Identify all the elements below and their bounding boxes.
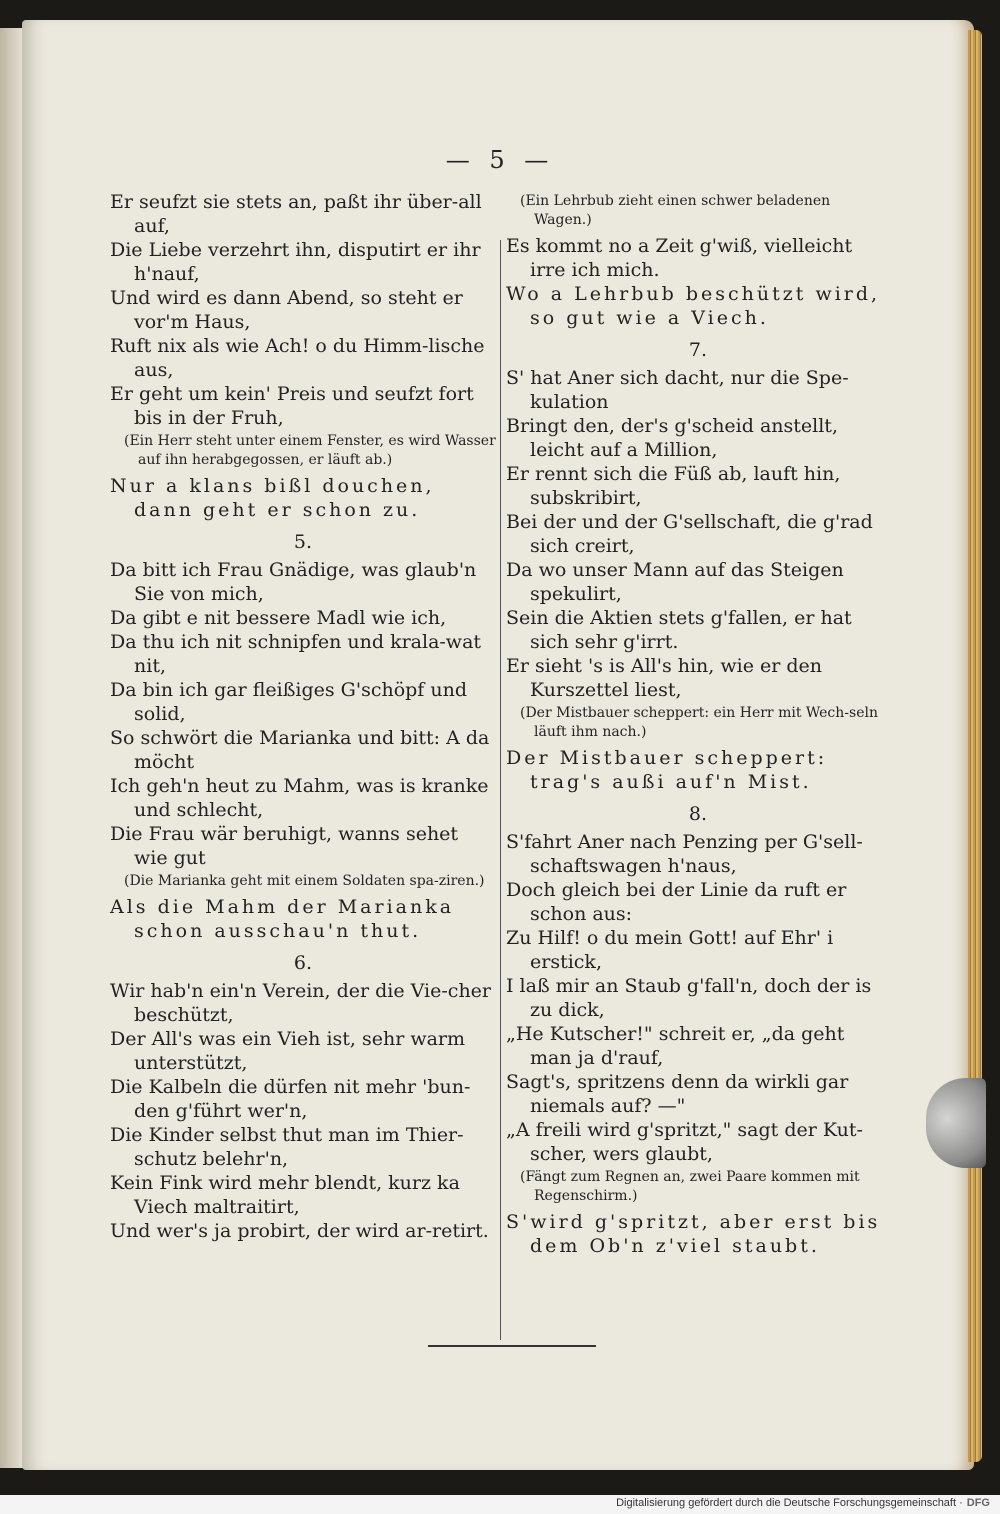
verse-line: Kein Fink wird mehr blendt, kurz ka Viech maltraitirt, (110, 1172, 460, 1218)
facing-page-edge (0, 28, 24, 1468)
left-column (110, 190, 496, 1243)
page-stack-edge (968, 30, 982, 1462)
column-rule (500, 240, 501, 1340)
verse-line: Bringt den, der's g'scheid anstellt, leicht auf a Million, (506, 415, 838, 461)
verse-line: „He Kutscher!" schreit er, „da geht man ja d'rauf, (506, 1023, 845, 1069)
verse-line: Und wer's ja probirt, der wird ar-retirt. (110, 1220, 489, 1242)
stage-direction: (Der Mistbauer scheppert: ein Herr mit Wech-seln läuft ihm nach.) (520, 705, 878, 740)
stage-direction: (Fängt zum Regnen an, zwei Paare kommen mit Regenschirm.) (520, 1169, 860, 1204)
page-number: — 5 — (445, 146, 555, 174)
stanza-number: 5. (293, 531, 313, 553)
footer (616, 1497, 990, 1509)
right-column (506, 190, 890, 1264)
verse-line: Er sieht 's is All's hin, wie er den Kurszettel liest, (506, 655, 823, 701)
verse-line: Sein die Aktien stets g'fallen, er hat sich sehr g'irrt. (506, 607, 852, 653)
verse-line: „A freili wird g'spritzt," sagt der Kut-scher, wers glaubt, (506, 1119, 863, 1165)
stage-direction: (Ein Herr steht unter einem Fenster, es wird Wasser auf ihn herabgegossen, er läuft ab.) (124, 433, 496, 468)
refrain-line: S'wird g'spritzt, aber erst bis dem Ob'n z'viel staubt. (506, 1211, 881, 1257)
verse-line: Ruft nix als wie Ach! o du Himm-lische aus, (110, 335, 485, 381)
verse-line: S'fahrt Aner nach Penzing per G'sell-schaftswagen h'naus, (506, 831, 863, 877)
verse-line: Zu Hilf! o du mein Gott! auf Ehr' i erstick, (506, 927, 834, 973)
footer-text: Digitalisierung gefördert durch die Deutsche Forschungsgemeinschaft · (616, 1497, 963, 1509)
verse-line: I laß mir an Staub g'fall'n, doch der is zu dick, (506, 975, 872, 1021)
verse-line: Er geht um kein' Preis und seufzt fort bis in der Fruh, (110, 383, 474, 429)
refrain-line: Der Mistbauer scheppert: trag's außi auf'n Mist. (506, 747, 828, 793)
verse-line: Doch gleich bei der Linie da ruft er schon aus: (506, 879, 847, 925)
verse-line: Er seufzt sie stets an, paßt ihr über-all auf, (110, 191, 482, 237)
verse-line: Da bin ich gar fleißiges G'schöpf und solid, (110, 679, 468, 725)
verse-line: Da thu ich nit schnipfen und krala-wat nit, (110, 631, 482, 677)
verse-line: Die Kinder selbst thut man im Thier-schutz belehr'n, (110, 1124, 464, 1170)
end-divider (428, 1345, 596, 1347)
verse-line: Die Liebe verzehrt ihn, disputirt er ihr h'nauf, (110, 239, 481, 285)
refrain-line: Nur a klans bißl douchen, dann geht er schon zu. (110, 475, 435, 521)
refrain-line: Als die Mahm der Marianka schon ausschau'n thut. (110, 896, 455, 942)
stanza-number: 8. (688, 803, 708, 825)
verse-line: Es kommt no a Zeit g'wiß, vielleicht irre ich mich. (506, 235, 853, 281)
stanza-number: 6. (293, 952, 313, 974)
verse-line: Ich geh'n heut zu Mahm, was is kranke und schlecht, (110, 775, 489, 821)
stage-direction: (Ein Lehrbub zieht einen schwer beladenen Wagen.) (520, 193, 831, 228)
verse-line: Da wo unser Mann auf das Steigen spekulirt, (506, 559, 844, 605)
dfg-logo: DFG (966, 1497, 990, 1509)
verse-line: Und wird es dann Abend, so steht er vor'm Haus, (110, 287, 463, 333)
verse-line: Die Frau wär beruhigt, wanns sehet wie gut (110, 823, 459, 869)
verse-line: S' hat Aner sich dacht, nur die Spe-kulation (506, 367, 849, 413)
verse-line: Der All's was ein Vieh ist, sehr warm unterstützt, (110, 1028, 466, 1074)
verse-line: Da gibt e nit bessere Madl wie ich, (110, 607, 447, 629)
verse-line: Er rennt sich die Füß ab, lauft hin, subskribirt, (506, 463, 841, 509)
stanza-number: 7. (688, 339, 708, 361)
verse-line: Da bitt ich Frau Gnädige, was glaub'n Sie von mich, (110, 559, 477, 605)
verse-line: So schwört die Marianka und bitt: A da möcht (110, 727, 490, 773)
refrain-line: Wo a Lehrbub beschützt wird, so gut wie a Viech. (506, 283, 881, 329)
verse-line: Sagt's, spritzens denn da wirkli gar niemals auf? —" (506, 1071, 849, 1117)
verse-line: Die Kalbeln die dürfen nit mehr 'bun-den g'führt wer'n, (110, 1076, 471, 1122)
verse-line: Wir hab'n ein'n Verein, der die Vie-cher beschützt, (110, 980, 492, 1026)
stage-direction: (Die Marianka geht mit einem Soldaten spa-ziren.) (124, 873, 485, 889)
verse-line: Bei der und der G'sellschaft, die g'rad sich creirt, (506, 511, 873, 557)
